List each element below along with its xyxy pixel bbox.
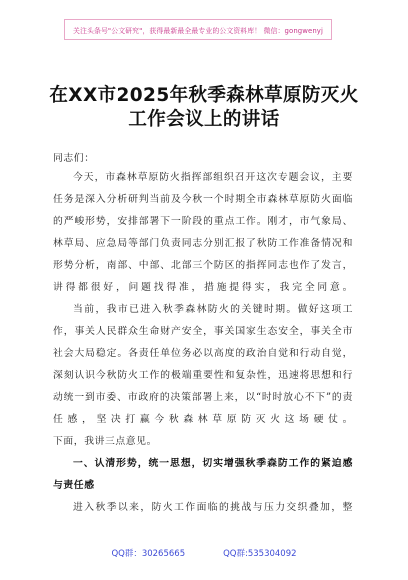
promo-banner <box>64 19 332 40</box>
paragraph-2-closing: 下面，我讲三点意见。 <box>53 436 157 447</box>
document-title-line-2: 工作会议上的讲话 <box>128 109 280 130</box>
paragraph-3: 进入秋季以来，防火工作面临的挑战与压力交织叠加，整 <box>73 502 353 513</box>
paragraph-1: 今天，市森林草原防火指挥部组织召开这次专题会议，主要任务是深入分析研判当前及今秋一个时期全市森林草原防火面临的严峻形势，安排部署下一阶段的重点工作。刚才，市气象局、林草局、应急局等部门负责同志分别汇报了秋防工作准备情况和形势分析，南部、中部、北部三个防区的指挥同志也作了发言，讲得都很好，问题找得准，措施提得实，我完全同意。 <box>53 172 353 293</box>
promo-banner-text: 关注头条号"公文研究"，获得最新最全最专业的公文资料库！ 微信：gongwenyj <box>72 26 324 35</box>
footer-qq-group-2: QQ群:535304092 <box>223 549 297 559</box>
paragraph-2 <box>53 299 353 431</box>
section-heading-1: 一、认清形势，统一思想，切实增强秋季森防工作的紧迫感与责任感 <box>53 458 353 491</box>
document-title-line-1: 在XX市2025年秋季森林草原防灭火 <box>49 85 359 106</box>
salutation: 同志们： <box>53 153 95 164</box>
footer-contacts <box>0 547 408 559</box>
footer-qq-group-1: QQ群：30265665 <box>111 549 186 559</box>
paragraph-2-body: 当前，我市已进入秋季森林防火的关键时期。做好这项工作，事关人民群众生命财产安全，事关国家生态安全，事关全市社会大局稳定。各责任单位务必以高度的政治自觉和行动自觉，深刻认识今秋防火工作的极端重要性和复杂性，迅速将思想和行动统一到市委、市政府的决策部署上来，以“时时放心不下”的责任感，坚决打赢今秋森林草原防灭火这场硬仗。 <box>53 304 353 425</box>
